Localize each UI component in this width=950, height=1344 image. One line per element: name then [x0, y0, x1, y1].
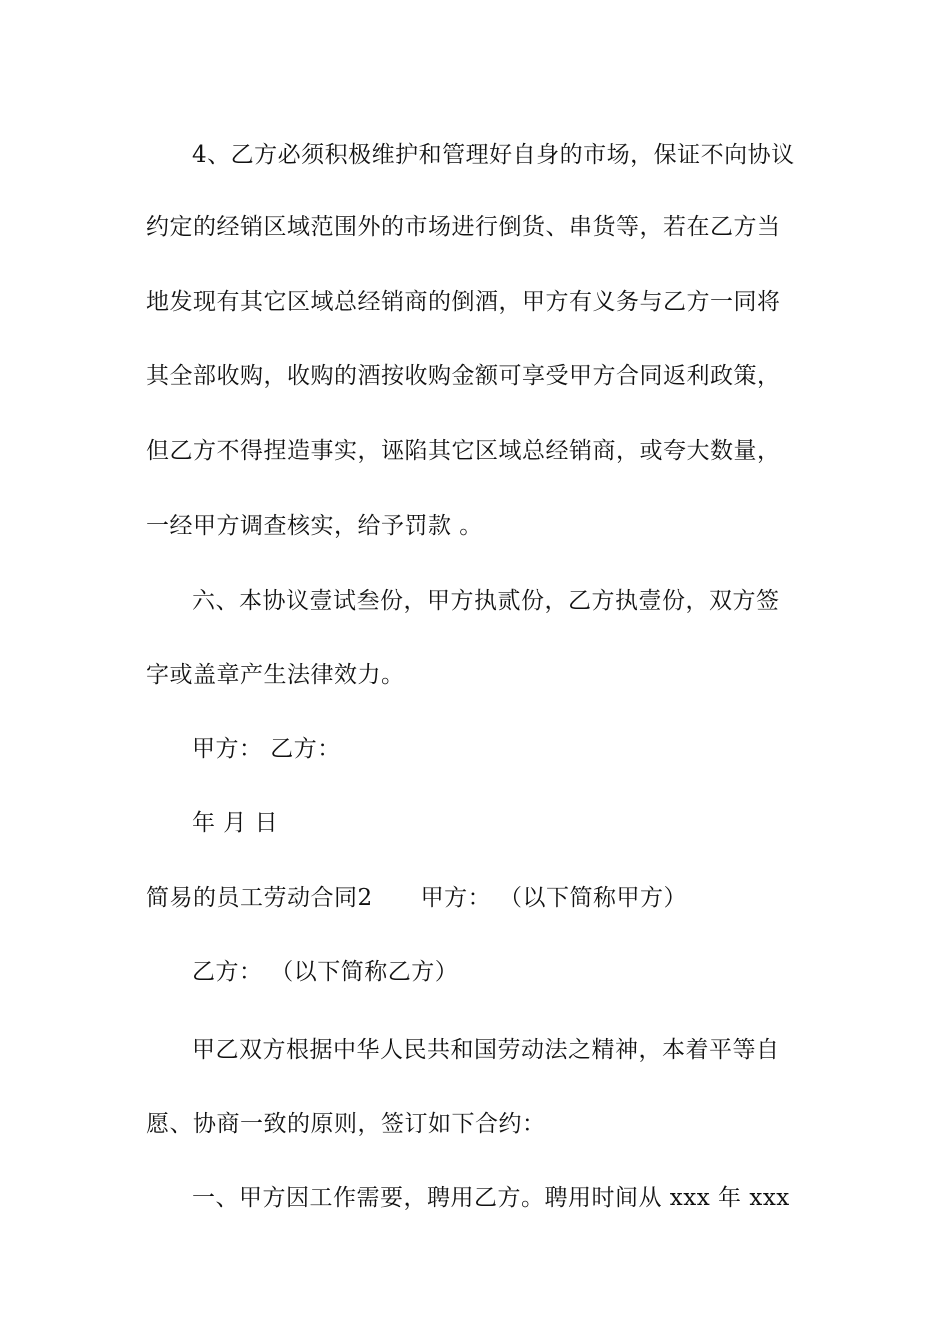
party-a-line: 甲方： （以下简称甲方） — [420, 885, 687, 911]
paragraph-line: 地发现有其它区域总经销商的倒酒，甲方有义务与乙方一同将 — [146, 289, 781, 315]
paragraph-line: 甲乙双方根据中华人民共和国劳动法之精神，本着平等自 — [192, 1037, 780, 1063]
paragraph-line: 愿、协商一致的原则，签订如下合约： — [146, 1111, 546, 1137]
paragraph-line: 但乙方不得捏造事实，诬陷其它区域总经销商，或夸大数量， — [146, 438, 781, 464]
paragraph-line: 其全部收购，收购的酒按收购金额可享受甲方合同返利政策， — [146, 363, 781, 389]
paragraph-line: 一经甲方调查核实，给予罚款 。 — [146, 513, 483, 539]
signature-parties-line: 甲方： 乙方： — [192, 736, 341, 762]
date-line: 年 月 日 — [192, 810, 279, 836]
contract-heading-line — [146, 883, 816, 913]
paragraph-line: 六、本协议壹试叁份，甲方执贰份，乙方执壹份，双方签 — [192, 588, 780, 614]
paragraph-line: 字或盖章产生法律效力。 — [146, 662, 405, 688]
party-b-line: 乙方： （以下简称乙方） — [192, 959, 459, 985]
paragraph-line: 4、乙方必须积极维护和管理好自身的市场，保证不向协议 — [192, 142, 795, 168]
contract-title: 简易的员工劳动合同2 — [146, 885, 373, 911]
paragraph-line: 一、甲方因工作需要，聘用乙方。聘用时间从 xxx 年 xxx — [192, 1185, 790, 1211]
paragraph-line: 约定的经销区域范围外的市场进行倒货、串货等，若在乙方当 — [146, 214, 781, 240]
